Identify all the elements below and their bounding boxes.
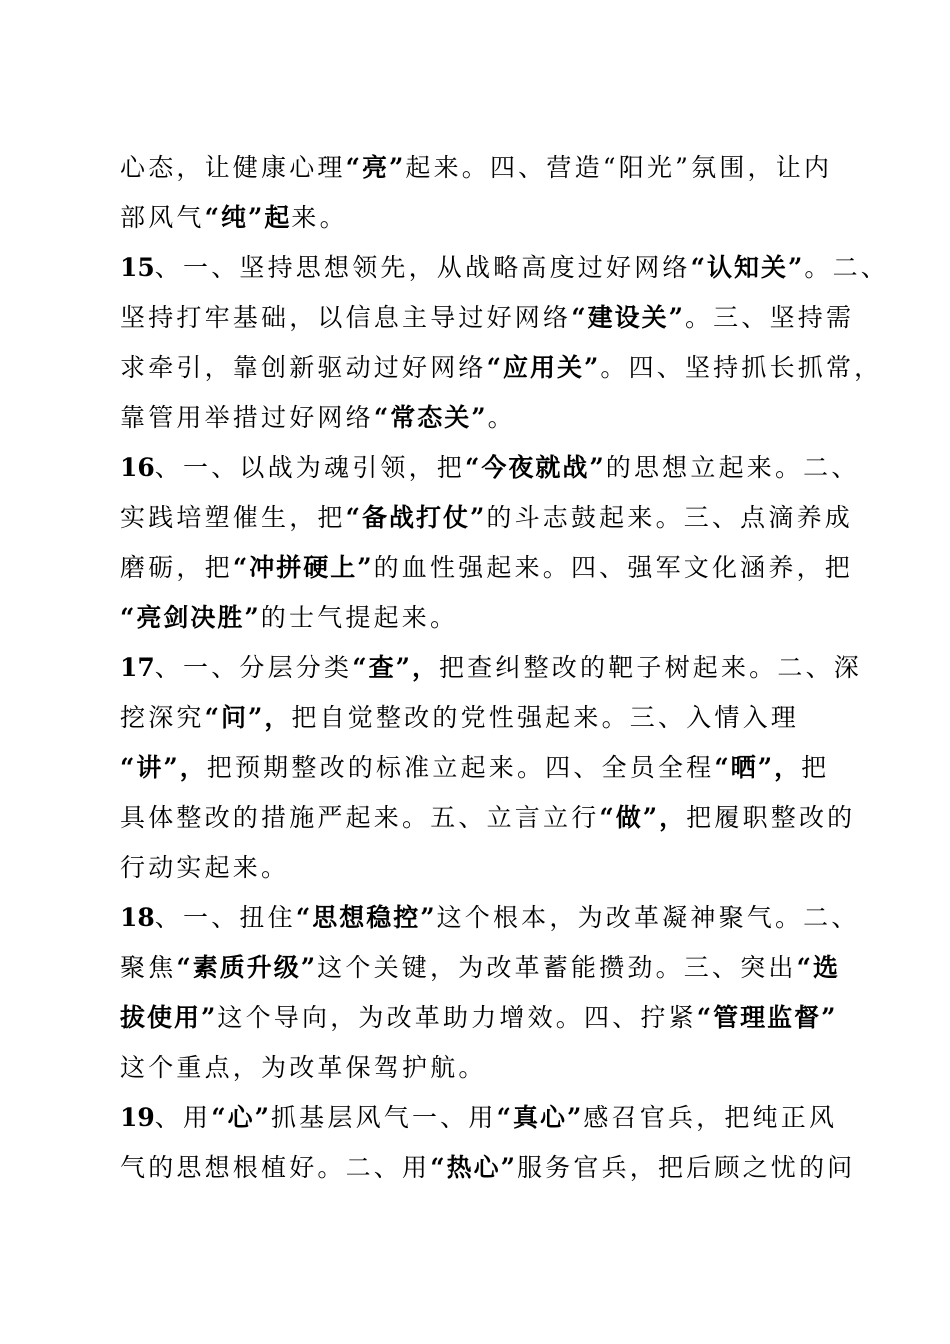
text-line: [120, 148, 840, 188]
bold-keyword: “心”: [211, 1103, 271, 1132]
text-segment: 、一、坚持思想领先，从战略高度过好网络: [154, 253, 691, 282]
text-segment: 坚持打牢基础，以信息主导过好网络: [120, 303, 572, 332]
text-segment: 抓基层风气一、用: [270, 1103, 497, 1132]
text-segment: 、一、以战为魂引领，把: [154, 453, 465, 482]
text-segment: 把预期整改的标准立起来。四、全员全程: [206, 753, 715, 782]
text-segment: 挖深究: [120, 703, 205, 732]
text-segment: 的士气提起来。: [260, 603, 459, 632]
bold-keyword: “管理监督”: [696, 1003, 838, 1032]
text-segment: 部风气: [120, 203, 205, 232]
text-segment: 心态，让健康心理: [120, 153, 346, 182]
text-line: [120, 548, 853, 588]
text-line: [120, 498, 853, 538]
bold-keyword: “选: [796, 953, 840, 982]
item-number: 18: [120, 903, 155, 932]
text-segment: 行动实起来。: [120, 853, 290, 882]
text-line: [120, 248, 889, 288]
bold-keyword: 拔使用”: [120, 1003, 218, 1032]
text-segment: 聚焦: [120, 953, 177, 982]
text-segment: 这个关键，为改革蓄能攒劲。三、突出: [317, 953, 797, 982]
text-segment: 起来。四、营造“阳光”氛围，让内: [405, 153, 833, 182]
bold-keyword: “亮剑决胜”: [120, 603, 261, 632]
text-line: [120, 198, 840, 238]
item-number: 16: [120, 453, 155, 482]
text-segment: 这个导向，为改革助力增效。四、拧紧: [217, 1003, 697, 1032]
text-segment: 。四、坚持抓长抓常，: [600, 353, 883, 382]
text-segment: 。: [487, 403, 516, 432]
bold-keyword: “冲拼硬上”: [232, 553, 374, 582]
text-segment: 这个根本，为改革凝神聚气。二、: [436, 903, 860, 932]
bold-keyword: “纯”起: [204, 203, 292, 232]
text-segment: 把查纠整改的靶子树起来。二、深: [438, 653, 862, 682]
text-line: [120, 748, 840, 788]
bold-keyword: “常态关”: [373, 403, 488, 432]
text-segment: 服务官兵，把后顾之忧的问: [516, 1153, 856, 1182]
text-line: [120, 998, 840, 1038]
text-segment: 、用: [154, 1103, 212, 1132]
text-segment: 。三、坚持需: [684, 303, 855, 332]
text-segment: 实践培塑催生，把: [120, 503, 346, 532]
bold-keyword: “讲”，: [120, 753, 207, 782]
item-number: 15: [120, 253, 155, 282]
text-segment: 把自觉整改的党性强起来。三、入情入理: [291, 703, 799, 732]
bold-keyword: “建设关”: [571, 303, 685, 332]
bold-keyword: “亮”: [345, 153, 406, 182]
text-segment: 具体整改的措施严起来。五、立言立行: [120, 803, 600, 832]
text-line: [120, 1148, 856, 1188]
text-line: [120, 848, 840, 888]
text-segment: 这个重点，为改革保驾护航。: [120, 1053, 487, 1082]
bold-keyword: “备战打仗”: [345, 503, 487, 532]
text-line: [120, 348, 883, 388]
text-segment: 把履职整改的: [686, 803, 856, 832]
text-line: [120, 648, 862, 688]
text-line: [120, 298, 855, 338]
text-line: [120, 798, 856, 838]
text-line: [120, 448, 860, 488]
text-segment: 气的思想根植好。二、用: [120, 1153, 431, 1182]
bold-keyword: “认知关”: [690, 253, 805, 282]
text-segment: 磨砺，把: [120, 553, 233, 582]
text-line: [120, 898, 860, 938]
bold-keyword: “今夜就战”: [465, 453, 606, 482]
text-segment: 求牵引，靠创新驱动过好网络: [120, 353, 487, 382]
text-line: [120, 398, 840, 438]
bold-keyword: “热心”: [430, 1153, 517, 1182]
text-line: [120, 598, 840, 638]
text-segment: 。二、: [804, 253, 889, 282]
text-segment: 靠管用举措过好网络: [120, 403, 374, 432]
bold-keyword: “晒”，: [714, 753, 802, 782]
text-segment: 的斗志鼓起来。三、点滴养成: [486, 503, 853, 532]
text-segment: 、一、分层分类: [154, 653, 353, 682]
bold-keyword: “素质升级”: [176, 953, 318, 982]
text-line: [120, 1098, 840, 1138]
text-segment: 的血性强起来。四、强军文化涵养，把: [373, 553, 853, 582]
text-segment: 感召官兵，把纯正风: [583, 1103, 838, 1132]
bold-keyword: “真心”: [496, 1103, 584, 1132]
item-number: 17: [120, 653, 155, 682]
bold-keyword: “查”，: [352, 653, 439, 682]
item-number: 19: [120, 1103, 155, 1132]
text-line: [120, 1048, 840, 1088]
text-line: [120, 948, 840, 988]
bold-keyword: “思想稳控”: [295, 903, 437, 932]
bold-keyword: “问”，: [204, 703, 292, 732]
text-line: [120, 698, 840, 738]
text-segment: 、一、扭住: [154, 903, 296, 932]
text-segment: 来。: [291, 203, 348, 232]
bold-keyword: “做”，: [599, 803, 687, 832]
bold-keyword: “应用关”: [486, 353, 601, 382]
text-segment: 的思想立起来。二、: [605, 453, 860, 482]
text-segment: 把: [801, 753, 830, 782]
